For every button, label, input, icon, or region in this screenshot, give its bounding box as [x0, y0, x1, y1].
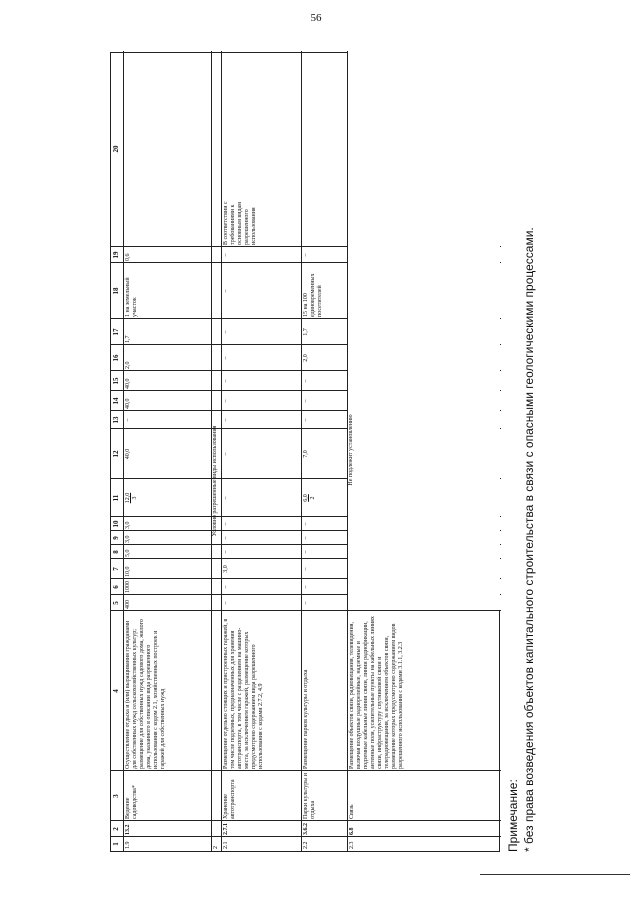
- col-header-6: 6: [112, 585, 120, 589]
- col-header-20: 20: [112, 145, 120, 153]
- row-2-1-description: Размещение отдельно стоящих и пристроенных гаражей, в том числе подземных, предназначенных для хранения автотранспорта, в том числе с разделением на машино-места, за исключением гаражей, размещение которых предусмотрено содержанием вида разрешенного использования с кодами 2.7.2, 4.9: [223, 618, 264, 769]
- row-2-1-c12: –: [223, 452, 229, 456]
- row-2-2-c14: –: [303, 399, 309, 403]
- row-2-2-num: 2.2: [303, 841, 309, 849]
- note-title: Примечание:: [506, 779, 520, 852]
- row-2-1-c15: –: [223, 379, 229, 383]
- row-1-9-c5: 400: [125, 600, 131, 609]
- row-2-1-c8: –: [223, 550, 229, 554]
- col-header-10: 10: [112, 520, 120, 528]
- page-number: 56: [310, 12, 322, 24]
- row-2-1-c20: В соответствии с требованиями к основным видам разрешенного использования: [223, 201, 257, 245]
- row-1-9-c11-bottom: 3: [132, 496, 138, 500]
- row-2-1-name: Хранение автотранспорта: [223, 779, 236, 819]
- note-text: * без права возведения объектов капитального строительства в связи с опасными геологическими процессами.: [522, 227, 536, 852]
- row-1-9-c13: –: [125, 418, 131, 422]
- col-header-3: 3: [112, 794, 120, 798]
- row-2-2-code: 3.6.2: [303, 823, 309, 835]
- row-1-9-c9: 3,0: [125, 535, 131, 543]
- row-2-1-c7: 3,0: [223, 565, 229, 573]
- row-1-9-c10: 3,0: [125, 521, 131, 529]
- row-2-2-name: Парки культуры и отдыха: [303, 773, 316, 819]
- col-header-8: 8: [112, 550, 120, 554]
- col-header-4: 4: [112, 689, 120, 693]
- row-2-2-c11-bottom: 2: [310, 496, 316, 500]
- row-2-2-c17: 1,7: [303, 328, 309, 336]
- row-2-1-c17: –: [223, 330, 229, 334]
- row-2-2-c18: 15 на 100 единовременных посетителей: [303, 273, 323, 317]
- col-header-15: 15: [112, 377, 120, 385]
- row-2-2-c5: –: [303, 601, 309, 605]
- col-header-5: 5: [112, 601, 120, 605]
- footnote: [506, 52, 536, 852]
- row-1-9-c8: 5,0: [125, 549, 131, 557]
- rotated-page-content: [110, 52, 536, 852]
- row-1-9-num: 1.9: [125, 841, 131, 849]
- row-2-1-num: 2.1: [223, 841, 229, 849]
- row-2-2-c12: 7,0: [303, 450, 309, 458]
- row-1-9-c6: 1000: [125, 581, 131, 593]
- row-2-1-c18: –: [223, 289, 229, 293]
- row-1-9-code: 13.2: [125, 824, 131, 835]
- col-header-16: 16: [112, 354, 120, 362]
- row-2-1-c9: –: [223, 536, 229, 540]
- row-2-2-c13: –: [303, 418, 309, 422]
- row-2-1-c10: –: [223, 522, 229, 526]
- row-2-2-c11-top: 6,0: [303, 494, 309, 502]
- col-header-19: 19: [112, 251, 120, 259]
- row-1-9-c11: [124, 479, 140, 517]
- row-2-2-c11: [302, 479, 318, 517]
- col-header-17: 17: [112, 328, 120, 336]
- row-1-9-c17: 1,7: [125, 335, 131, 343]
- row-2-2-description: Размещение парков культуры и отдыха: [303, 669, 309, 769]
- row-1-9-description: Осуществление отдыха и (или) выращивания гражданами для собственных нужд сельскохозяйственных культур; размещение для собственных нужд садового дома, жилого дома, указанного в описании вида разрешенного использования с кодом 2.1, хозяйственных построек и гаражей для собственных нужд: [125, 619, 166, 769]
- row-2-1-c16: –: [223, 356, 229, 360]
- row-1-9-c19: 0,6: [125, 253, 131, 261]
- row-2-2-c19: –: [303, 253, 309, 257]
- row-2-3-num: 2.3: [349, 841, 355, 849]
- col-header-7: 7: [112, 567, 120, 571]
- row-2-2-c7: –: [303, 567, 309, 571]
- row-1-9-name: Ведение садоводства*: [125, 785, 138, 819]
- row-2-1-c6: –: [223, 585, 229, 589]
- row-1-9-c14: 40,0: [125, 398, 131, 409]
- row-2-1-c5: –: [223, 601, 229, 605]
- col-header-13: 13: [112, 416, 120, 424]
- row-2-1-c14: –: [223, 399, 229, 403]
- col-header-14: 14: [112, 397, 120, 405]
- row-1-9-c16: 2,0: [125, 361, 131, 369]
- col-header-18: 18: [112, 287, 120, 295]
- section-2-title: Условно разрешенные виды использования: [212, 425, 218, 537]
- col-header-12: 12: [112, 450, 120, 458]
- row-1-9-c7: 10,0: [125, 566, 131, 577]
- row-2-1-c19: –: [223, 253, 229, 257]
- row-2-1-c11: –: [223, 496, 229, 500]
- row-2-2-c8: –: [303, 550, 309, 554]
- row-2-1-c13: –: [223, 418, 229, 422]
- zoning-table: [110, 52, 500, 852]
- row-2-1-code: 2.7.1: [223, 823, 229, 835]
- row-2-2-c6: –: [303, 585, 309, 589]
- row-2-2-c10: –: [303, 522, 309, 526]
- col-header-11: 11: [112, 494, 120, 502]
- section-2-num: 2: [213, 846, 219, 849]
- row-2-2-c15: –: [303, 379, 309, 383]
- row-2-2-c9: –: [303, 536, 309, 540]
- row-1-9-c11-top: 12,0: [125, 492, 131, 504]
- footer-divider: [480, 874, 630, 875]
- row-2-3-code: 6.8: [349, 827, 355, 835]
- col-header-9: 9: [112, 536, 120, 540]
- row-1-9-c18: 1 на земельный участок: [125, 277, 138, 317]
- row-2-3-name: Связь: [349, 804, 355, 819]
- col-header-2: 2: [112, 827, 120, 831]
- row-2-3-span: Не подлежит установлению: [348, 414, 354, 486]
- row-1-9-c15: 40,0: [125, 378, 131, 389]
- row-2-2-c16: 2,0: [303, 354, 309, 362]
- row-1-9-c12: 40,0: [125, 448, 131, 460]
- row-2-3-description: Размещение объектов связи, радиовещания, телевидения, включая воздушные радиорелейные, надземные и подземные кабельные линии связи, линии радиофикации, антенные поля, усилительные пункты на кабельных линиях связи, инфраструктуру спутниковой связи и телерадиовещания, за исключением объектов связи, размещение которых предусмотрено содержанием видов разрешенного использования с кодами 3.1.1, 3.2.3: [349, 616, 404, 769]
- col-header-1: 1: [112, 842, 120, 846]
